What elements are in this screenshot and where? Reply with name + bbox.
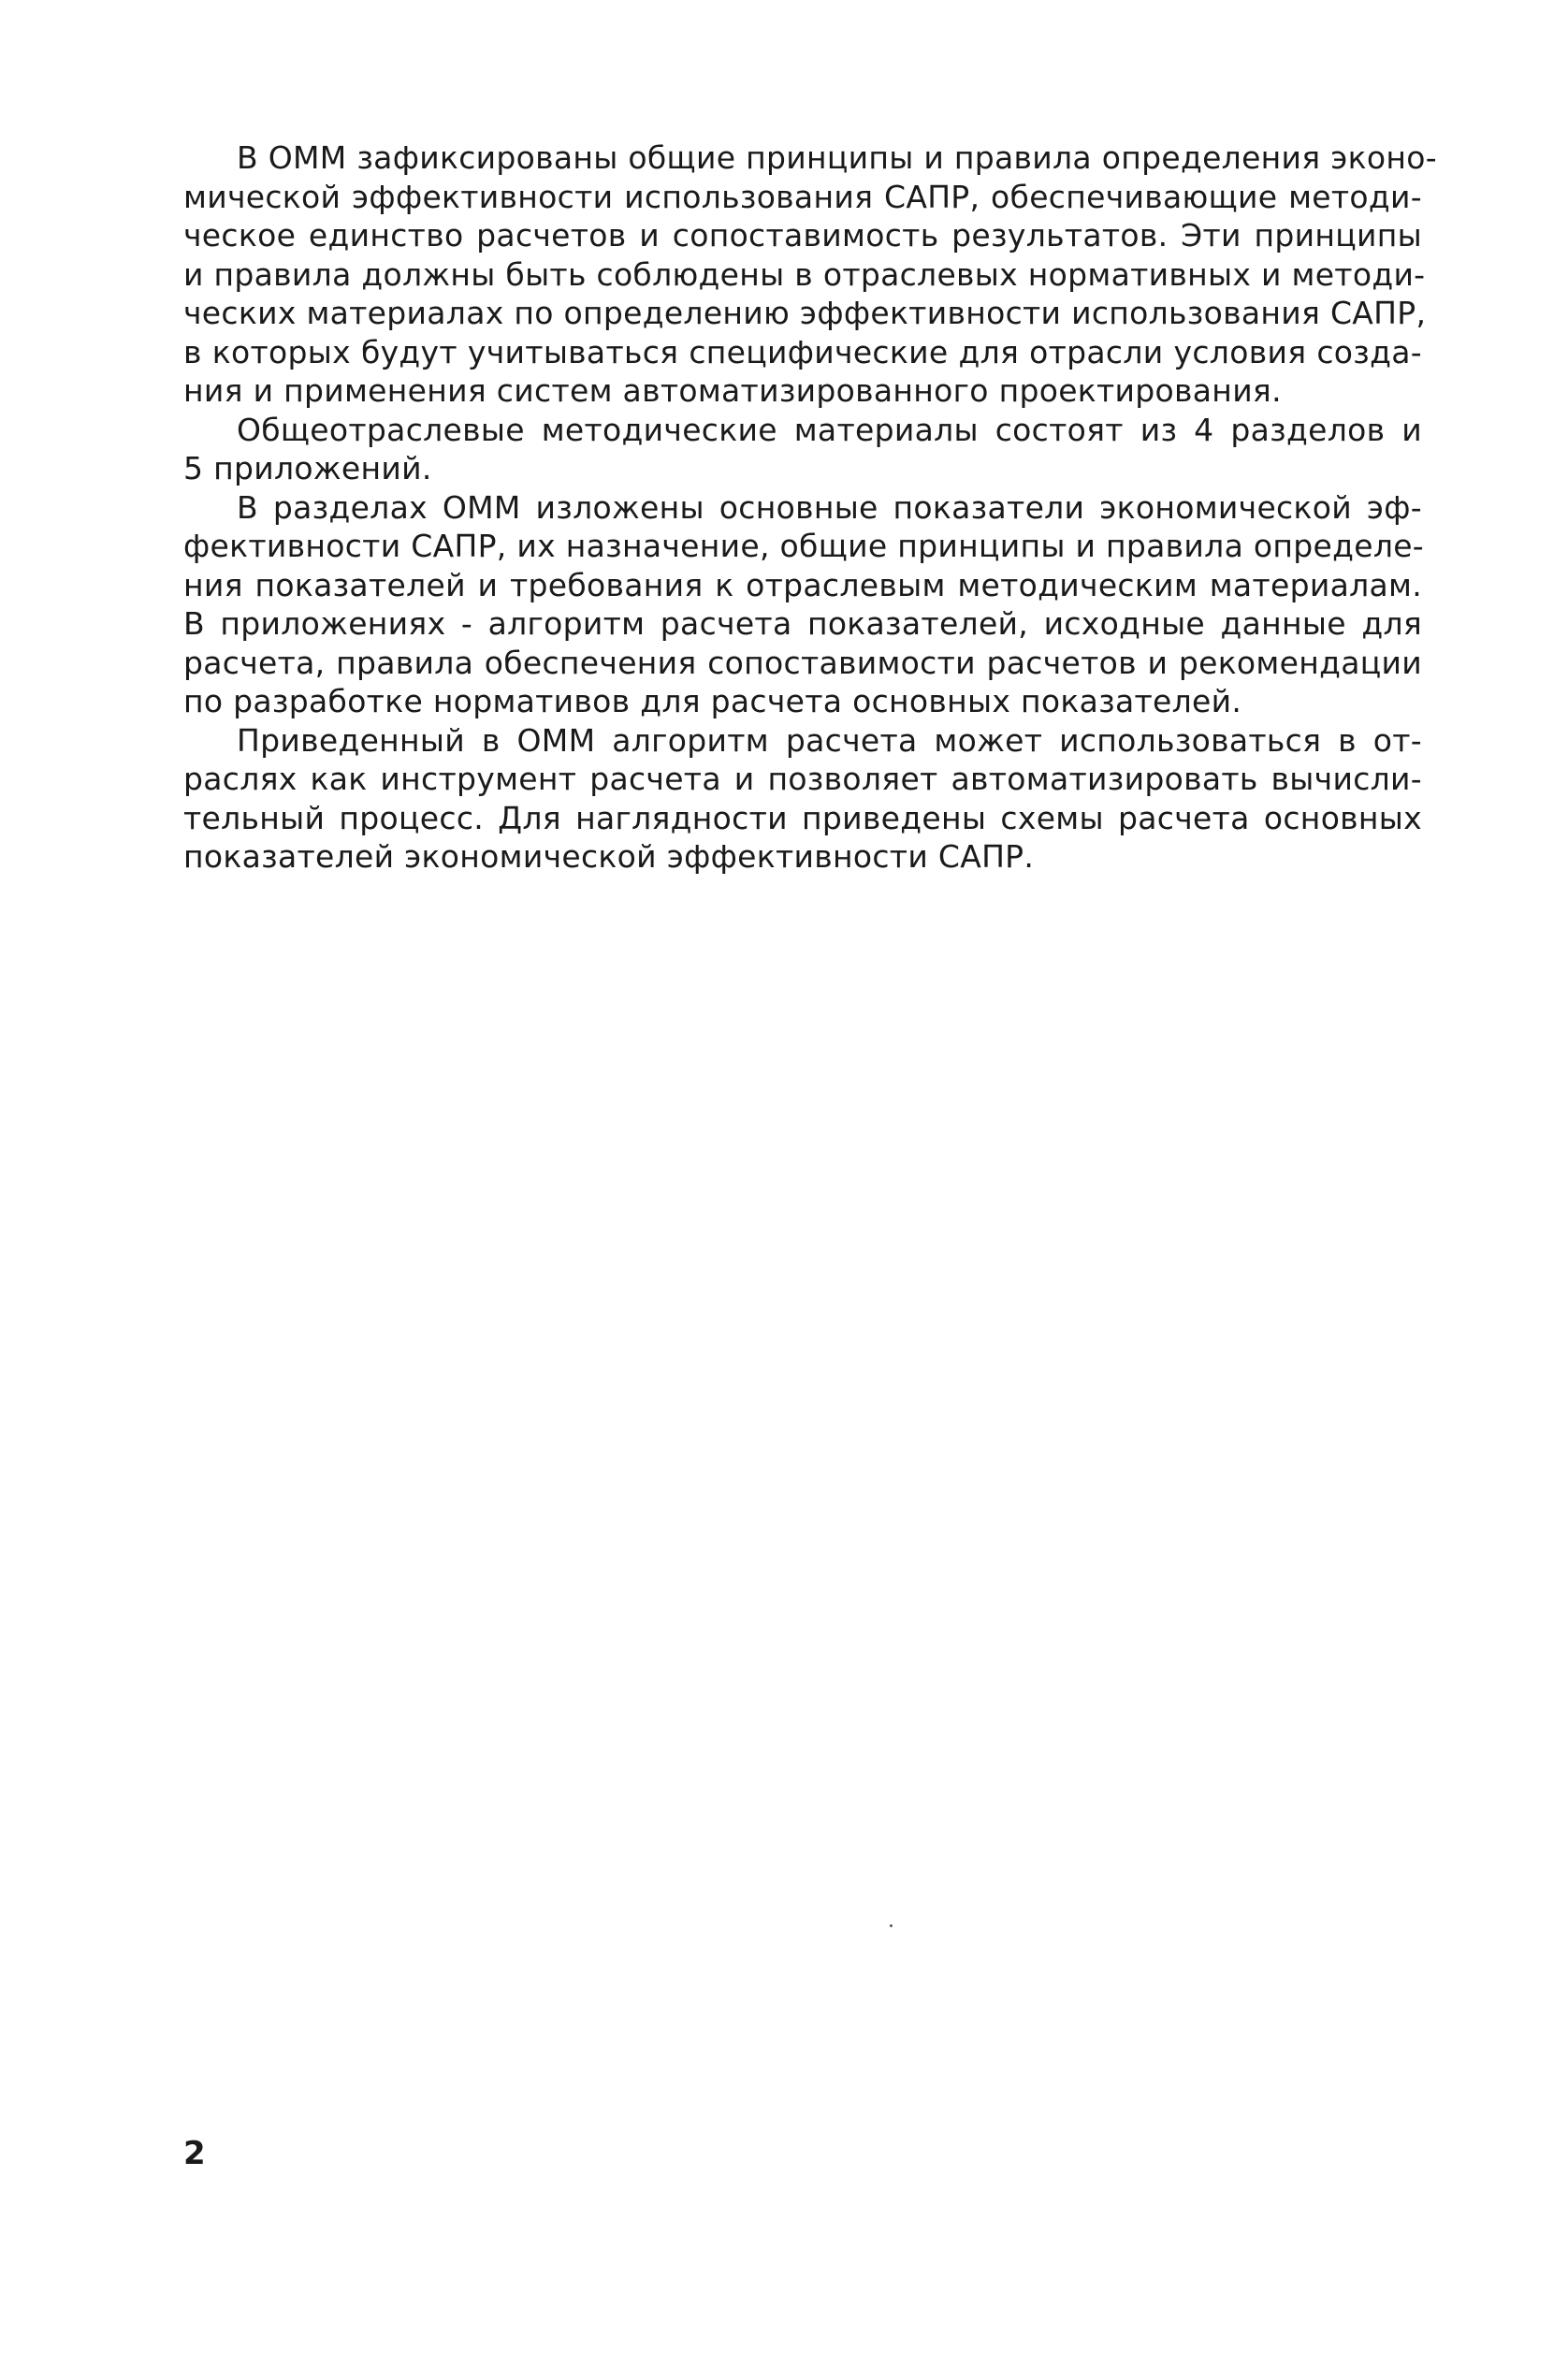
- text-line: и правила должны быть соблюдены в отраслевых нормативных и методи-: [183, 255, 1426, 293]
- text-line: ческих материалах по определению эффективности использования САПР,: [183, 295, 1427, 331]
- text-line: тельный процесс. Для наглядности приведены схемы расчета основных: [183, 799, 1422, 836]
- paragraph-2: [183, 411, 1422, 488]
- paragraph-1: [183, 138, 1437, 411]
- text-line: показателей экономической эффективности САПР.: [183, 838, 1035, 875]
- text-line: В приложениях - алгоритм расчета показателей, исходные данные для: [183, 605, 1422, 642]
- paragraph-3: [183, 488, 1425, 721]
- text-line: по разработке нормативов для расчета основных показателей.: [183, 683, 1242, 719]
- page-number: 2: [183, 2135, 206, 2172]
- text-line: ческое единство расчетов и сопоставимость результатов. Эти принципы: [183, 217, 1422, 254]
- text-line: В ОММ зафиксированы общие принципы и правила определения эконо-: [237, 139, 1437, 176]
- text-line: в которых будут учитываться специфические для отрасли условия созда-: [183, 333, 1422, 370]
- text-line: мической эффективности использования САПР, обеспечивающие методи-: [183, 178, 1422, 215]
- text-line: Приведенный в ОММ алгоритм расчета может использоваться в от-: [237, 721, 1422, 759]
- body-text: [183, 138, 1437, 877]
- text-line: фективности САПР, их назначение, общие принципы и правила определе-: [183, 528, 1425, 564]
- text-line: расчета, правила обеспечения сопоставимости расчетов и рекомендации: [183, 644, 1422, 681]
- text-line: раслях как инструмент расчета и позволяет автоматизировать вычисли-: [183, 761, 1422, 797]
- text-line: 5 приложений.: [183, 450, 432, 486]
- scan-speck: [890, 1924, 893, 1927]
- text-line: ния и применения систем автоматизированного проектирования.: [183, 372, 1282, 409]
- text-line: В разделах ОММ изложены основные показатели экономической эф-: [237, 488, 1422, 526]
- text-line: ния показателей и требования к отраслевым методическим материалам.: [183, 566, 1422, 603]
- text-line: Общеотраслевые методические материалы состоят из 4 разделов и: [237, 411, 1422, 448]
- paragraph-4: [183, 721, 1422, 877]
